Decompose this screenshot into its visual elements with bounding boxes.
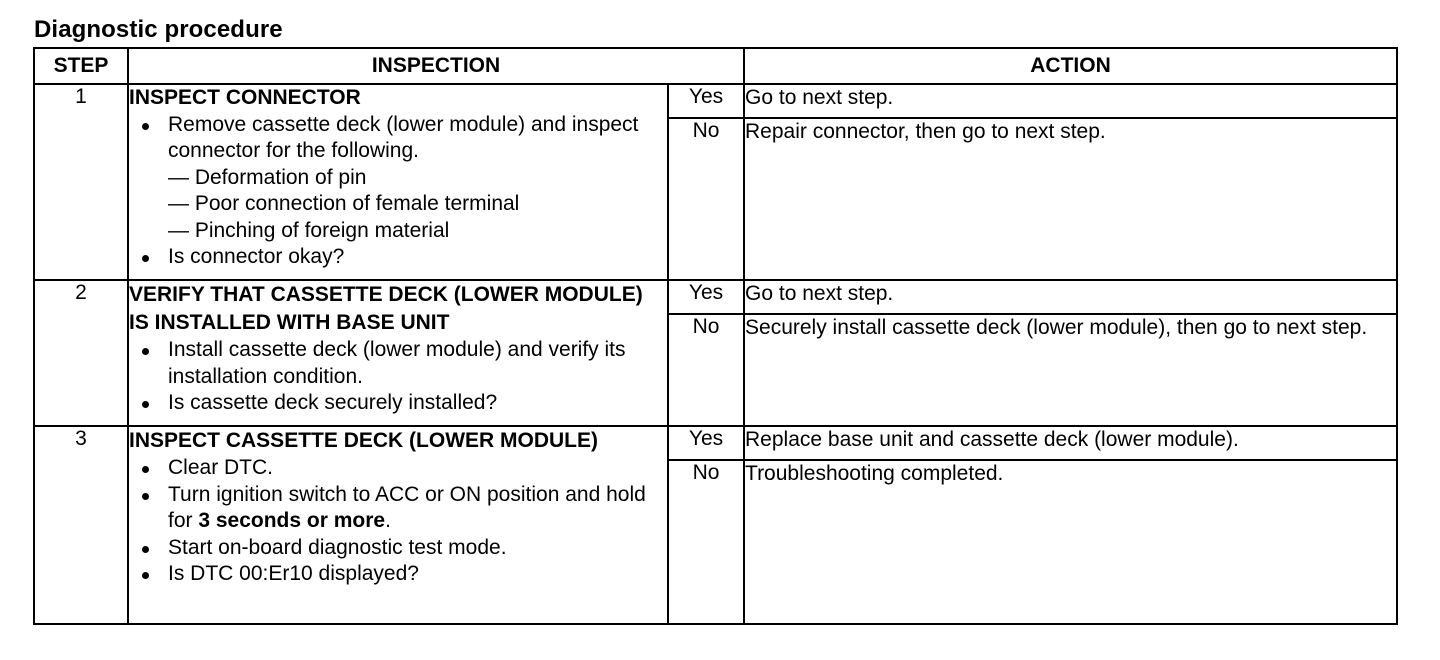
yes-label: Yes	[668, 280, 744, 314]
step-number: 3	[34, 426, 128, 624]
list-item: Start on-board diagnostic test mode.	[129, 535, 667, 562]
no-label: No	[668, 314, 744, 426]
inspection-list	[129, 455, 667, 588]
table-row	[34, 280, 1397, 314]
no-label: No	[668, 460, 744, 624]
table-row	[34, 84, 1397, 118]
list-item-suffix: .	[385, 509, 391, 532]
diagnostic-table	[33, 47, 1398, 625]
list-item: Is connector okay?	[129, 244, 667, 271]
list-item-text: Turn ignition switch to ACC or ON position and hold for	[168, 482, 646, 532]
header-step: STEP	[34, 48, 128, 84]
yes-label: Yes	[668, 426, 744, 460]
inspection-cell	[128, 280, 668, 426]
yes-action: Go to next step.	[744, 280, 1397, 314]
list-item: — Deformation of pin	[168, 165, 367, 189]
yes-action: Replace base unit and cassette deck (lower module).	[744, 426, 1397, 460]
header-action: ACTION	[744, 48, 1397, 84]
list-item: — Pinching of foreign material	[168, 218, 450, 242]
no-action: Securely install cassette deck (lower module), then go to next step.	[744, 314, 1397, 426]
list-item: Install cassette deck (lower module) and verify its installation condition.	[129, 337, 667, 390]
no-action: Troubleshooting completed.	[744, 460, 1397, 624]
no-action: Repair connector, then go to next step.	[744, 118, 1397, 280]
header-inspection: INSPECTION	[128, 48, 744, 84]
inspection-heading: VERIFY THAT CASSETTE DECK (LOWER MODULE) IS INSTALLED WITH BASE UNIT	[129, 283, 643, 334]
inspection-cell	[128, 426, 668, 624]
table-row	[34, 426, 1397, 460]
page-title: Diagnostic procedure	[34, 16, 283, 43]
list-item: Remove cassette deck (lower module) and inspect connector for the following.	[129, 112, 667, 165]
no-label: No	[668, 118, 744, 280]
list-item: Clear DTC.	[129, 455, 667, 482]
inspection-heading: INSPECT CASSETTE DECK (LOWER MODULE)	[129, 429, 599, 452]
inspection-list	[129, 112, 667, 271]
inspection-heading: INSPECT CONNECTOR	[129, 86, 361, 109]
list-item: Is cassette deck securely installed?	[129, 390, 667, 417]
yes-action: Go to next step.	[744, 84, 1397, 118]
list-item: Is DTC 00:Er10 displayed?	[129, 561, 667, 588]
list-item	[129, 482, 667, 535]
inspection-list	[129, 337, 667, 417]
step-number: 1	[34, 84, 128, 280]
yes-label: Yes	[668, 84, 744, 118]
step-number: 2	[34, 280, 128, 426]
header-row	[34, 48, 1397, 84]
list-item: — Poor connection of female terminal	[168, 192, 520, 215]
list-item-emphasis: 3 seconds or more	[198, 509, 386, 532]
inspection-cell	[128, 84, 668, 280]
